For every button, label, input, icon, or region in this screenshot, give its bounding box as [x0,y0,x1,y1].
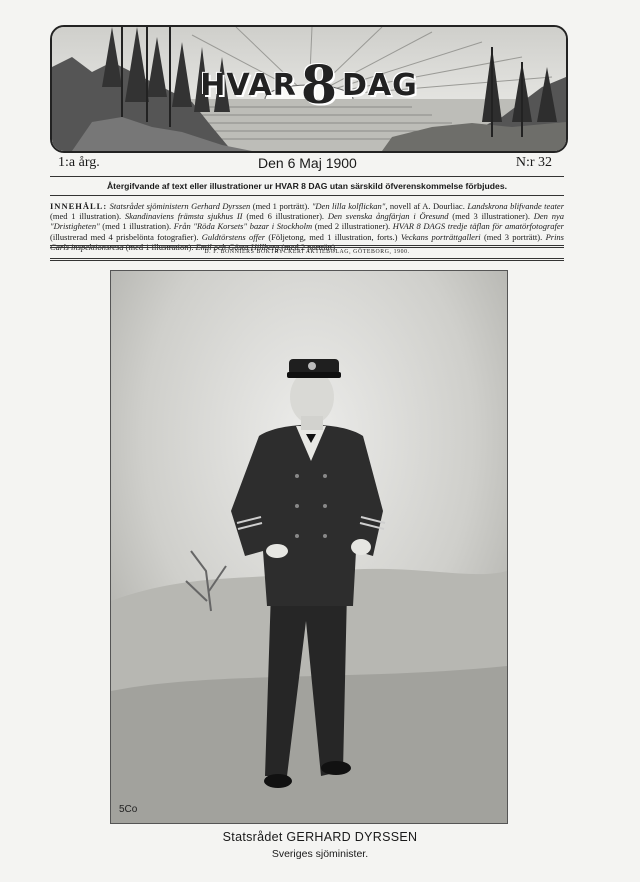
printer-line: D. F. BONNIERS BOKTRYCKERI AKTIEBOLAG, GÖTEBORG, 1900. [204,249,410,255]
contents-item-note: (med 2 porträtt). [279,241,338,252]
contents-item-note: (med 1 porträtt). [250,201,312,211]
divider [50,176,564,177]
contents-item-title: Statsrådet sjöministern Gerhard Dyrssen [109,201,251,211]
contents-item-title: HVAR 8 DAGS tredje täflan för amatörfotografer [392,221,564,232]
caption-subtitle: Sveriges sjöminister. [271,848,369,860]
issue-date: Den 6 Maj 1900 [258,155,357,171]
divider [50,245,564,248]
divider [50,258,564,261]
masthead-banner [50,25,568,153]
contents-item-title: Den svenska ångfärjan i Öresund [327,211,449,222]
masthead-title [52,55,566,116]
caption-title: Statsrådet GERHARD DYRSSEN [222,830,418,844]
photographer-signature: 5Co [119,804,138,815]
copyright-notice: Återgifvande af text eller illustrationer ur HVAR 8 DAG utan särskild öfverenskommelse förbjudes. [106,181,508,191]
contents-item-note: (med 2 illustrationer). [312,221,393,232]
contents-item-note: (illustrerad med 4 prisbelönta fotografier). [50,231,202,242]
contents-item-note: (med 1 illustration). [99,221,174,232]
portrait-photo [110,270,508,824]
masthead-title-number: 8 [300,55,339,116]
contents-item-note: (Följetong, med 1 illustration, forts.) [265,231,401,242]
contents-item-title: Från "Röda Korsets" bazar i Stockholm [173,221,313,232]
contents-item-title: Prins Carls inspektionsresa [50,231,564,252]
contents-item-note: (med 6 illustrationer). [242,211,328,222]
contents-item-note: , novell af A. Dourliac. [385,201,468,211]
divider [50,195,564,196]
contents-heading: INNEHÅLL: [50,201,108,211]
contents-item-title: Emil och Gösta Hillberg [195,241,280,252]
contents-item-title: "Den lilla kolflickan" [311,201,386,211]
portrait-illustration [111,271,507,823]
contents-item-title: Den nya "Dristigheten" [50,211,564,232]
issue-year: 1:a årg. [58,155,100,170]
contents-item-note: (med 3 illustrationer). [448,211,534,222]
contents-item-title: Veckans porträttgalleri [400,231,481,242]
contents-item-title: Guldtörstens offer [201,231,266,242]
issue-number: N:r 32 [515,155,552,170]
contents-item-note: (med 1 illustration). [50,211,125,222]
issue-line [58,155,558,175]
contents-item-title: Landskrona blifvande teater [467,201,565,211]
masthead-title-right: DAG [342,68,418,103]
contents-item-title: Skandinaviens främsta sjukhus II [124,211,243,222]
contents-item-note: (med 1 illustration). [123,241,196,252]
contents-item-note: (med 3 porträtt). [480,231,546,242]
masthead-title-left: HVAR [200,68,297,103]
